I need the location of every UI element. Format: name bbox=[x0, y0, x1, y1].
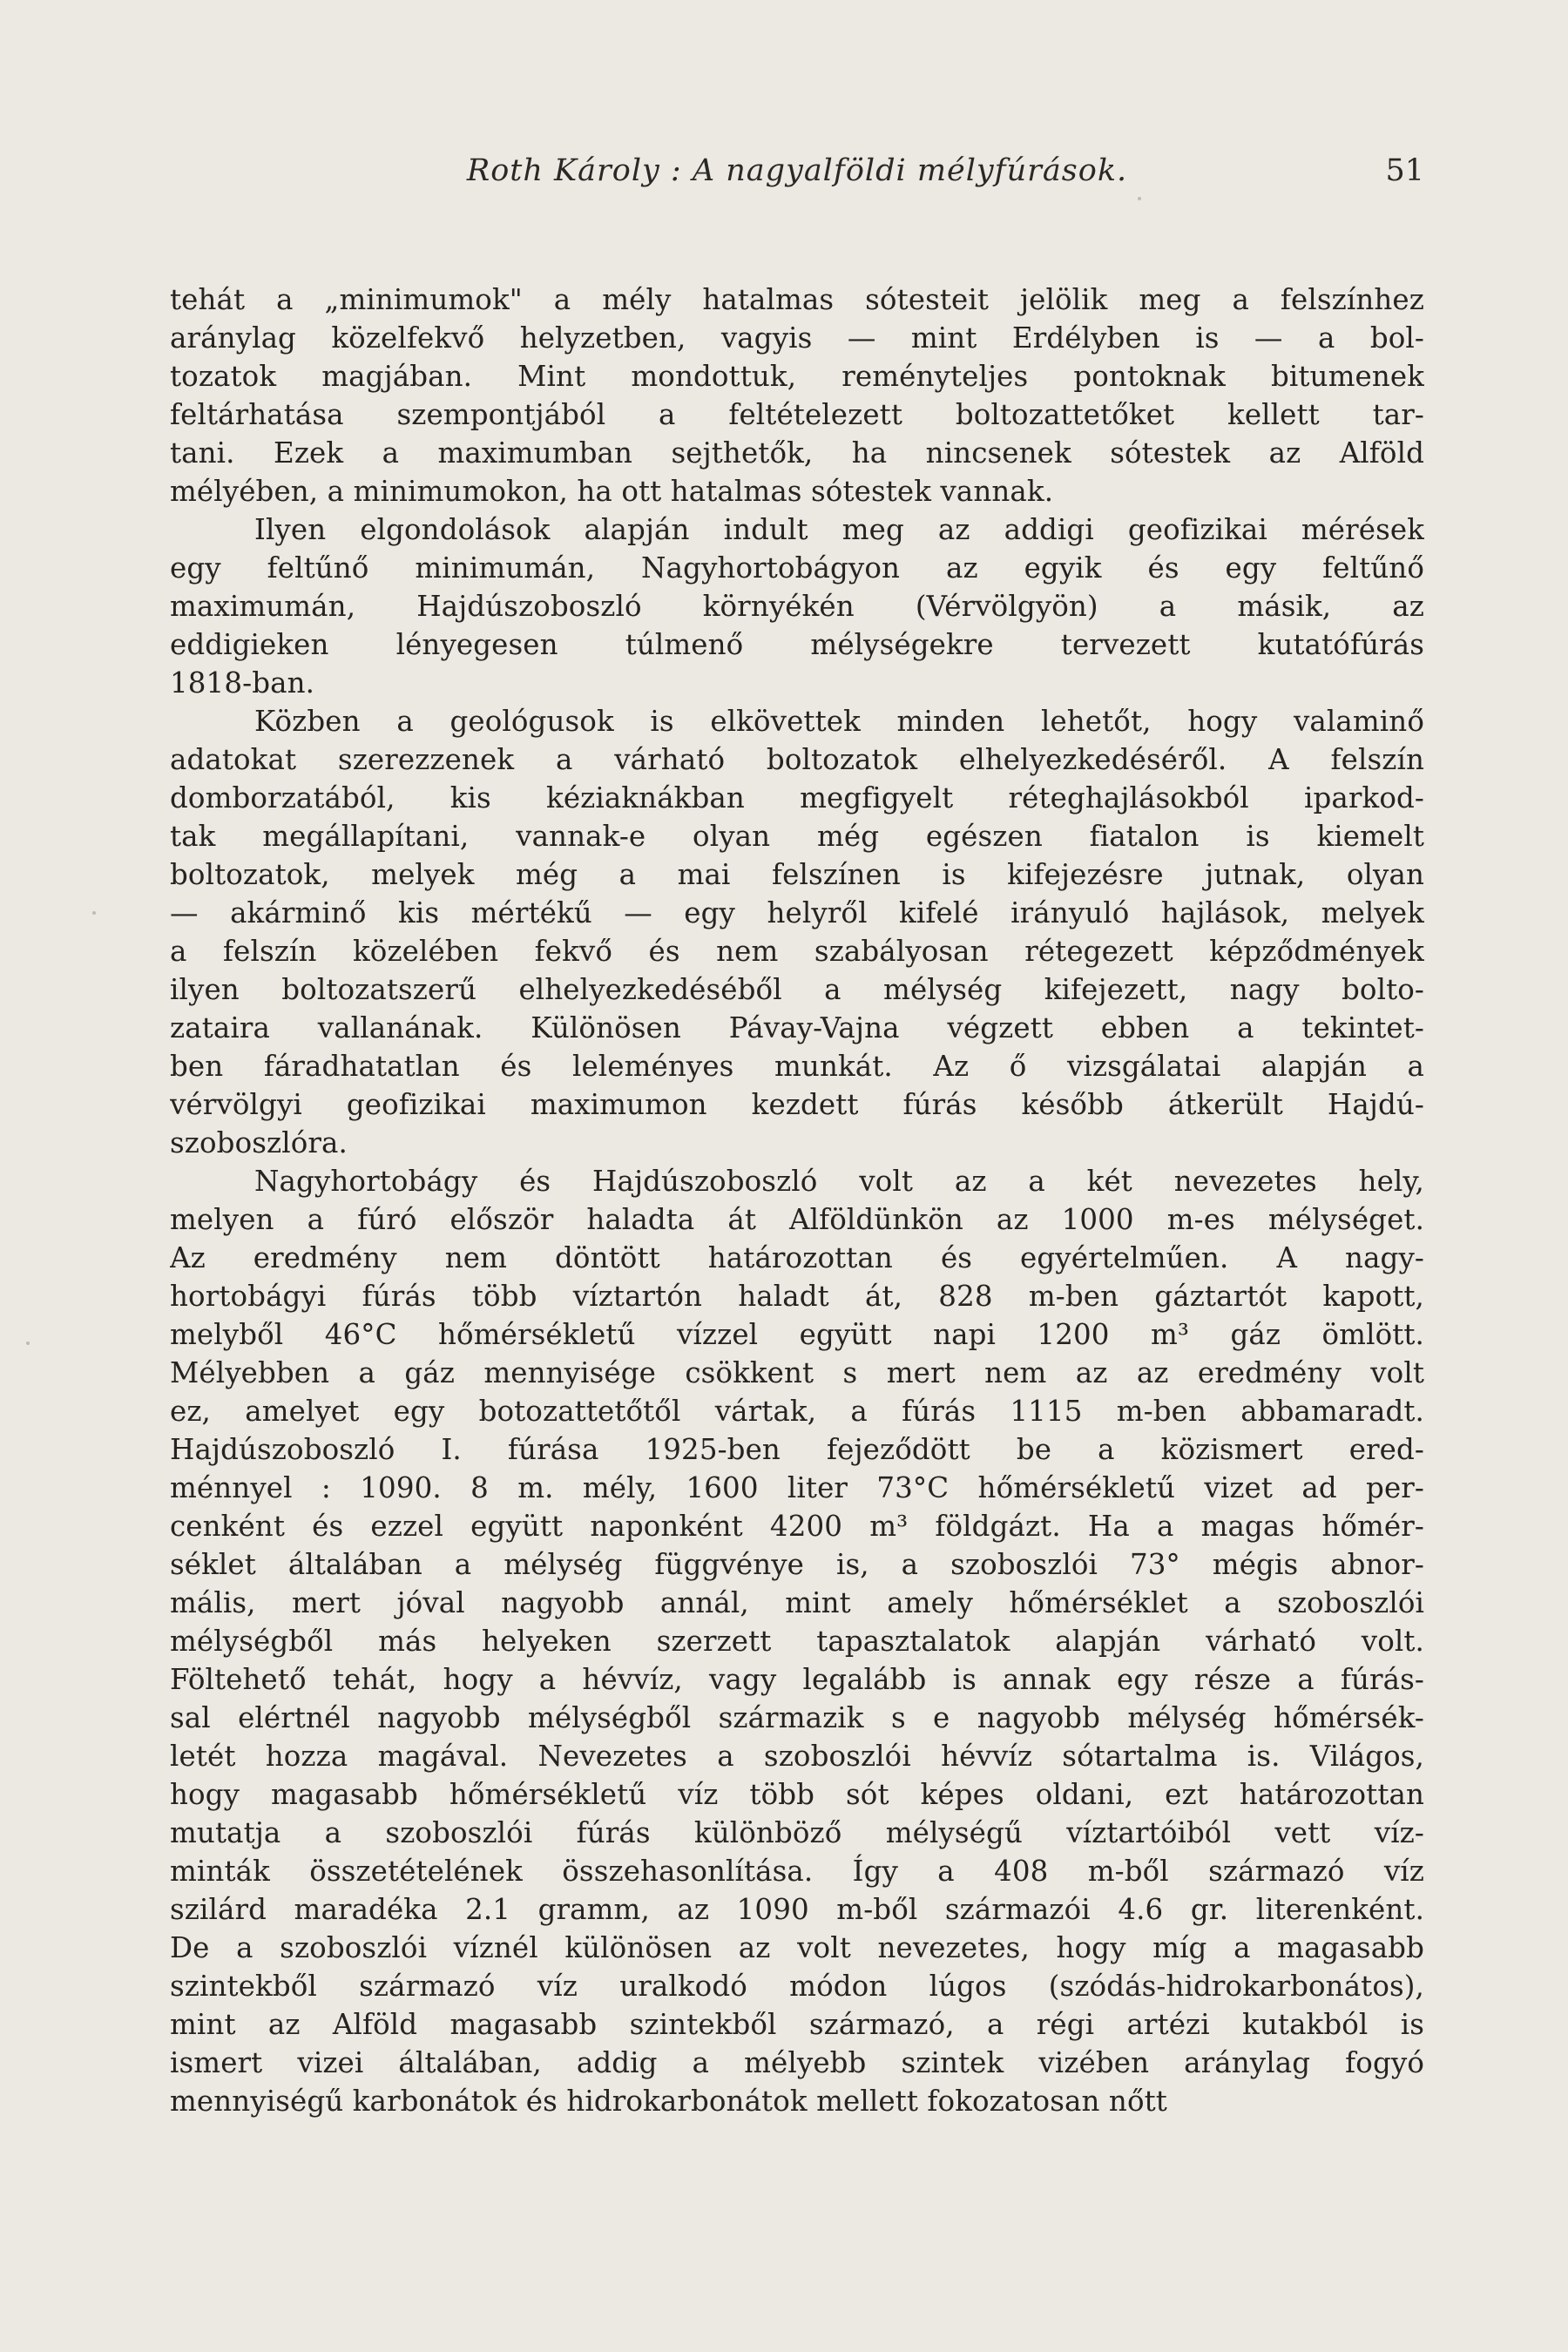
text-line: aránylag közelfekvő helyzetben, vagyis — mint Erdélyben is — a bol- bbox=[170, 321, 1424, 355]
text-line: hogy magasabb hőmérsékletű víz több sót képes oldani, ezt határozottan bbox=[170, 1778, 1424, 1811]
text-line: tani. Ezek a maximumban sejthetők, ha nincsenek sótestek az Alföld bbox=[170, 436, 1424, 470]
running-title: Roth Károly : A nagyalföldi mélyfúrások. bbox=[466, 153, 1128, 188]
text-line: tozatok magjában. Mint mondottuk, reményteljes pontoknak bitumenek bbox=[170, 360, 1424, 393]
text-line: maximumán, Hajdúszoboszló környékén (Vérvölgyön) a másik, az bbox=[170, 590, 1424, 623]
text-line: egy feltűnő minimumán, Nagyhortobágyon az egyik és egy feltűnő bbox=[170, 551, 1424, 585]
text-line: tehát a „minimumok" a mély hatalmas sótesteit jelölik meg a felszínhez bbox=[170, 283, 1424, 316]
text-line: domborzatából, kis kéziaknákban megfigyelt réteghajlásokból iparkod- bbox=[170, 781, 1424, 814]
paragraph bbox=[170, 510, 1424, 702]
text-line: mint az Alföld magasabb szintekből származó, a régi artézi kutakból is bbox=[170, 2008, 1424, 2041]
text-line: mélységből más helyeken szerzett tapasztalatok alapján várható volt. bbox=[170, 1625, 1424, 1658]
text-line: tak megállapítani, vannak-e olyan még egészen fiatalon is kiemelt bbox=[170, 820, 1424, 853]
text-line: mális, mert jóval nagyobb annál, mint amely hőmérséklet a szoboszlói bbox=[170, 1586, 1424, 1619]
text-line: séklet általában a mélység függvénye is, a szoboszlói 73° mégis abnor- bbox=[170, 1548, 1424, 1581]
text-line: ben fáradhatatlan és leleményes munkát. Az ő vizsgálatai alapján a bbox=[170, 1050, 1424, 1083]
text-line: De a szoboszlói víznél különösen az volt nevezetes, hogy míg a magasabb bbox=[170, 1931, 1424, 1964]
text-line: feltárhatása szempontjából a feltételezett boltozattetőket kellett tar- bbox=[170, 398, 1424, 431]
text-line: szintekből származó víz uralkodó módon lúgos (szódás-hidrokarbonátos), bbox=[170, 1970, 1424, 2003]
text-line: cenként és ezzel együtt naponként 4200 m³ földgázt. Ha a magas hőmér- bbox=[170, 1510, 1424, 1543]
text-line: Közben a geológusok is elkövettek minden lehetőt, hogy valaminő bbox=[254, 705, 1424, 738]
text-line: ismert vizei általában, addig a mélyebb szintek vizében aránylag fogyó bbox=[170, 2046, 1424, 2079]
text-line: ilyen boltozatszerű elhelyezkedéséből a mélység kifejezett, nagy bolto- bbox=[170, 973, 1424, 1006]
text-line: boltozatok, melyek még a mai felszínen is kifejezésre jutnak, olyan bbox=[170, 858, 1424, 891]
text-line: melyből 46°C hőmérsékletű vízzel együtt napi 1200 m³ gáz ömlött. bbox=[170, 1318, 1424, 1351]
text-line: Az eredmény nem döntött határozottan és egyértelműen. A nagy- bbox=[170, 1241, 1424, 1274]
text-line: sal elértnél nagyobb mélységből származik s e nagyobb mélység hőmérsék- bbox=[170, 1701, 1424, 1734]
text-line: adatokat szerezzenek a várható boltozatok elhelyezkedéséről. A felszín bbox=[170, 743, 1424, 776]
text-line: Hajdúszoboszló I. fúrása 1925-ben fejeződött be a közismert ered- bbox=[170, 1433, 1424, 1466]
text-line: minták összetételének összehasonlítása. Így a 408 m-ből származó víz bbox=[170, 1855, 1424, 1888]
body-text bbox=[170, 280, 1424, 2120]
text-line: hortobágyi fúrás több víztartón haladt át, 828 m-ben gáztartót kapott, bbox=[170, 1280, 1424, 1313]
text-line: Mélyebben a gáz mennyisége csökkent s mert nem az az eredmény volt bbox=[170, 1356, 1424, 1389]
text-line: szilárd maradéka 2.1 gramm, az 1090 m-ből származói 4.6 gr. literenként. bbox=[170, 1893, 1424, 1926]
text-line: szoboszlóra. bbox=[170, 1126, 348, 1159]
text-line: — akárminő kis mértékű — egy helyről kifelé irányuló hajlások, melyek bbox=[170, 896, 1424, 929]
text-line: mélyében, a minimumokon, ha ott hatalmas sótestek vannak. bbox=[170, 475, 1054, 508]
text-line: 1818-ban. bbox=[170, 666, 315, 700]
page-number: 51 bbox=[1385, 153, 1424, 188]
paper-speck bbox=[1138, 197, 1141, 200]
paragraph bbox=[170, 280, 1424, 510]
text-line: mennyiségű karbonátok és hidrokarbonátok mellett fokozatosan nőtt bbox=[170, 2085, 1167, 2118]
text-line: letét hozza magával. Nevezetes a szoboszlói hévvíz sótartalma is. Világos, bbox=[170, 1740, 1424, 1773]
running-header bbox=[170, 148, 1424, 200]
text-line: a felszín közelében fekvő és nem szabályosan rétegezett képződmények bbox=[170, 935, 1424, 968]
text-line: zataira vallanának. Különösen Pávay-Vajna végzett ebben a tekintet- bbox=[170, 1011, 1424, 1044]
text-line: eddigieken lényegesen túlmenő mélységekre tervezett kutatófúrás bbox=[170, 628, 1424, 661]
text-line: ménnyel : 1090. 8 m. mély, 1600 liter 73°C hőmérsékletű vizet ad per- bbox=[170, 1471, 1424, 1504]
text-line: Ilyen elgondolások alapján indult meg az addigi geofizikai mérések bbox=[254, 513, 1424, 546]
paper-speck bbox=[92, 911, 96, 915]
text-line: Föltehető tehát, hogy a hévvíz, vagy legalább is annak egy része a fúrás- bbox=[170, 1663, 1424, 1696]
paragraph bbox=[170, 702, 1424, 1162]
text-line: ez, amelyet egy botozattetőtől vártak, a fúrás 1115 m-ben abbamaradt. bbox=[170, 1395, 1424, 1428]
paragraph bbox=[170, 1162, 1424, 2120]
text-line: melyen a fúró először haladta át Alföldünkön az 1000 m-es mélységet. bbox=[170, 1203, 1424, 1236]
paper-speck bbox=[26, 1342, 30, 1345]
text-line: vérvölgyi geofizikai maximumon kezdett fúrás később átkerült Hajdú- bbox=[170, 1088, 1424, 1121]
text-line: Nagyhortobágy és Hajdúszoboszló volt az a két nevezetes hely, bbox=[254, 1165, 1424, 1198]
text-line: mutatja a szoboszlói fúrás különböző mélységű víztartóiból vett víz- bbox=[170, 1816, 1424, 1849]
